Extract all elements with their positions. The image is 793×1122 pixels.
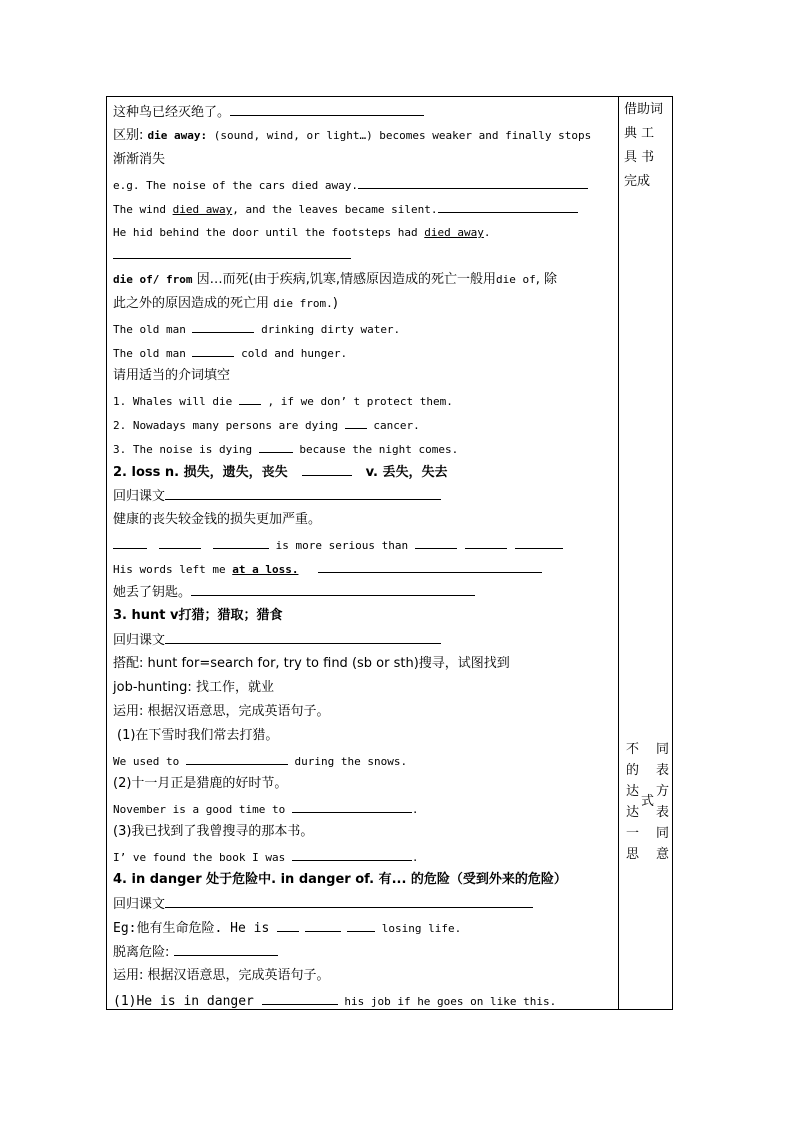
side-note-char: 的 xyxy=(626,763,640,778)
text: 4. in danger 处于危险中. in danger of. 有... 的危险（受到外来的危险） xyxy=(113,872,567,887)
text-line xyxy=(113,345,347,362)
text: (2)十一月正是猎鹿的好时节。 xyxy=(113,776,288,791)
text: 回归课文 xyxy=(113,489,166,504)
text: 回归课文 xyxy=(113,633,166,648)
answer-blank[interactable] xyxy=(186,753,288,765)
answer-blank[interactable] xyxy=(292,801,412,813)
text-line xyxy=(113,993,556,1010)
text: His words left me xyxy=(113,563,233,576)
text: The old man xyxy=(113,347,193,360)
text-line xyxy=(113,393,453,410)
side-note-char: 方 xyxy=(656,784,670,799)
text: The old man xyxy=(113,323,193,336)
answer-blank[interactable] xyxy=(113,537,147,549)
answer-blank[interactable] xyxy=(191,584,475,596)
side-note-char: 达 xyxy=(626,805,640,820)
text: 2. Nowadays many persons are dying xyxy=(113,419,345,432)
text: 运用: 根据汉语意思，完成英语句子。 xyxy=(113,704,330,719)
text: 因…而死(由于疾病,饥寒,情感原因造成的死亡一般用 xyxy=(192,272,496,287)
text: He hid behind the door until the footsteps had xyxy=(113,226,425,239)
side-note-char: 表 xyxy=(656,763,670,778)
side-note-char: 表 xyxy=(656,805,670,820)
text: , 除 xyxy=(535,272,557,287)
text-line xyxy=(113,225,491,241)
text: e.g. The noise of the cars died away. xyxy=(113,179,359,192)
underlined-term: at a loss. xyxy=(232,563,299,576)
text: We used to xyxy=(113,755,186,768)
section-heading xyxy=(113,872,567,888)
side-note-char: 达 xyxy=(626,784,640,799)
answer-blank[interactable] xyxy=(465,537,507,549)
text-line xyxy=(113,561,542,578)
answer-blank[interactable] xyxy=(358,177,588,189)
text-line xyxy=(113,201,578,218)
underlined-term: died away xyxy=(172,203,233,216)
side-note-line: 完成 xyxy=(624,174,651,189)
text: Eg:他有生命危险. He is xyxy=(113,921,278,936)
answer-blank[interactable] xyxy=(192,345,234,357)
text-line xyxy=(113,968,330,984)
side-note-line: 借助词 xyxy=(624,102,664,117)
text-line xyxy=(113,776,287,792)
section-heading xyxy=(113,608,283,624)
text-line xyxy=(113,824,313,840)
text: 2. loss n. 损失，遗失，丧失 xyxy=(113,465,288,480)
answer-blank[interactable] xyxy=(213,537,269,549)
text: , and the leaves became silent. xyxy=(232,203,438,216)
section-heading xyxy=(113,464,448,481)
answer-blank[interactable] xyxy=(515,537,563,549)
answer-blank[interactable] xyxy=(415,537,457,549)
text: 请用适当的介词填空 xyxy=(113,368,231,383)
text: 运用: 根据汉语意思，完成英语句子。 xyxy=(113,968,330,983)
text-line xyxy=(113,944,278,961)
answer-blank[interactable] xyxy=(345,417,367,429)
text: his job if he goes on like this. xyxy=(337,995,557,1008)
side-note-char: 同 xyxy=(656,826,670,841)
side-note-char: 不 xyxy=(626,742,640,757)
text-line xyxy=(113,128,591,144)
answer-blank[interactable] xyxy=(347,920,375,932)
answer-blank[interactable] xyxy=(239,393,261,405)
answer-blank[interactable] xyxy=(318,561,542,573)
term: die of/ from xyxy=(113,273,193,286)
text: 区别: xyxy=(113,128,148,143)
text-line xyxy=(113,177,588,194)
text: 3. hunt v打猎；猎取；猎食 xyxy=(113,608,283,623)
answer-blank[interactable] xyxy=(165,632,441,644)
text-line xyxy=(113,632,441,649)
text-line xyxy=(113,537,563,554)
answer-blank[interactable] xyxy=(438,201,578,213)
side-note-char: 思 xyxy=(626,847,640,862)
text: November is a good time to xyxy=(113,803,292,816)
answer-blank[interactable] xyxy=(262,993,338,1005)
answer-blank[interactable] xyxy=(192,321,254,333)
text-line xyxy=(113,296,338,312)
side-note-expressions xyxy=(624,739,672,889)
answer-blank[interactable] xyxy=(292,849,412,861)
text: 3. The noise is dying xyxy=(113,443,259,456)
text: 1. Whales will die xyxy=(113,395,239,408)
text: . xyxy=(483,226,491,239)
answer-blank[interactable] xyxy=(165,488,441,500)
answer-blank[interactable] xyxy=(159,537,201,549)
text: 此之外的原因造成的死亡用 xyxy=(113,296,274,311)
text-line: I’ ve found the book I was . xyxy=(113,851,419,864)
text-line xyxy=(113,321,400,338)
text-line xyxy=(113,753,407,770)
text-line xyxy=(113,247,351,264)
text: v. 丢失，失去 xyxy=(365,465,448,480)
side-note-char: 意 xyxy=(656,847,670,862)
text-line xyxy=(113,488,441,505)
text-line xyxy=(113,704,330,720)
column-divider xyxy=(618,97,619,1009)
text-line xyxy=(113,512,321,528)
text-line xyxy=(113,920,461,937)
text: cold and hunger. xyxy=(234,347,348,360)
text-line: November is a good time to . xyxy=(113,803,419,816)
underlined-term: died away xyxy=(424,226,484,239)
text: I’ ve found the book I was xyxy=(113,851,292,864)
side-note-line: 典 工 xyxy=(624,126,655,141)
text: die of xyxy=(495,273,536,286)
answer-blank[interactable] xyxy=(259,441,293,453)
text: job-hunting: 找工作，就业 xyxy=(113,680,274,695)
text: losing life. xyxy=(375,922,462,935)
text: 她丢了钥匙。 xyxy=(113,585,192,600)
text: cancer. xyxy=(366,419,420,432)
text: (1)He is in danger xyxy=(113,994,262,1009)
answer-blank[interactable] xyxy=(113,247,351,259)
text-line xyxy=(113,584,475,601)
text-line xyxy=(113,152,165,168)
text: 这种鸟已经灭绝了。 xyxy=(113,105,231,120)
text-line xyxy=(117,728,278,744)
term: die away: xyxy=(147,129,208,142)
text: (1)在下雪时我们常去打猎。 xyxy=(117,728,279,743)
side-note-line: 具 书 xyxy=(624,150,655,165)
answer-blank[interactable] xyxy=(302,464,352,476)
text: 脱离危险: xyxy=(113,945,174,960)
worksheet-table xyxy=(106,96,673,1010)
text-line xyxy=(113,680,274,696)
text-line xyxy=(113,896,533,913)
side-note-char: 一 xyxy=(626,826,640,841)
text: drinking dirty water. xyxy=(254,323,401,336)
text: 健康的丧失较金钱的损失更加严重。 xyxy=(113,512,322,527)
text-line xyxy=(113,441,458,458)
answer-blank[interactable] xyxy=(230,104,424,116)
text: (sound, wind, or light…) becomes weaker and finally stops xyxy=(207,129,592,142)
text: die from. xyxy=(273,297,333,310)
text: 渐渐消失 xyxy=(113,152,166,167)
text: ) xyxy=(332,296,338,311)
text-line xyxy=(113,417,420,434)
answer-blank[interactable] xyxy=(305,920,341,932)
text-line xyxy=(113,104,424,121)
text-line xyxy=(113,272,557,288)
answer-blank[interactable] xyxy=(277,920,299,932)
text: 回归课文 xyxy=(113,897,166,912)
text-line xyxy=(113,368,230,384)
text: during the snows. xyxy=(287,755,408,768)
text: because the night comes. xyxy=(292,443,459,456)
answer-blank[interactable] xyxy=(165,896,533,908)
text: is more serious than xyxy=(269,539,415,552)
side-note-char: 同 xyxy=(656,742,670,757)
text-line xyxy=(113,656,510,672)
text: , if we don’ t protect them. xyxy=(260,395,453,408)
side-note-char: 式 xyxy=(641,794,655,809)
text: The wind xyxy=(113,203,173,216)
text: (3)我已找到了我曾搜寻的那本书。 xyxy=(113,824,314,839)
text: 搭配: hunt for=search for, try to find (sb or sth)搜寻，试图找到 xyxy=(113,656,510,671)
answer-blank[interactable] xyxy=(174,944,278,956)
